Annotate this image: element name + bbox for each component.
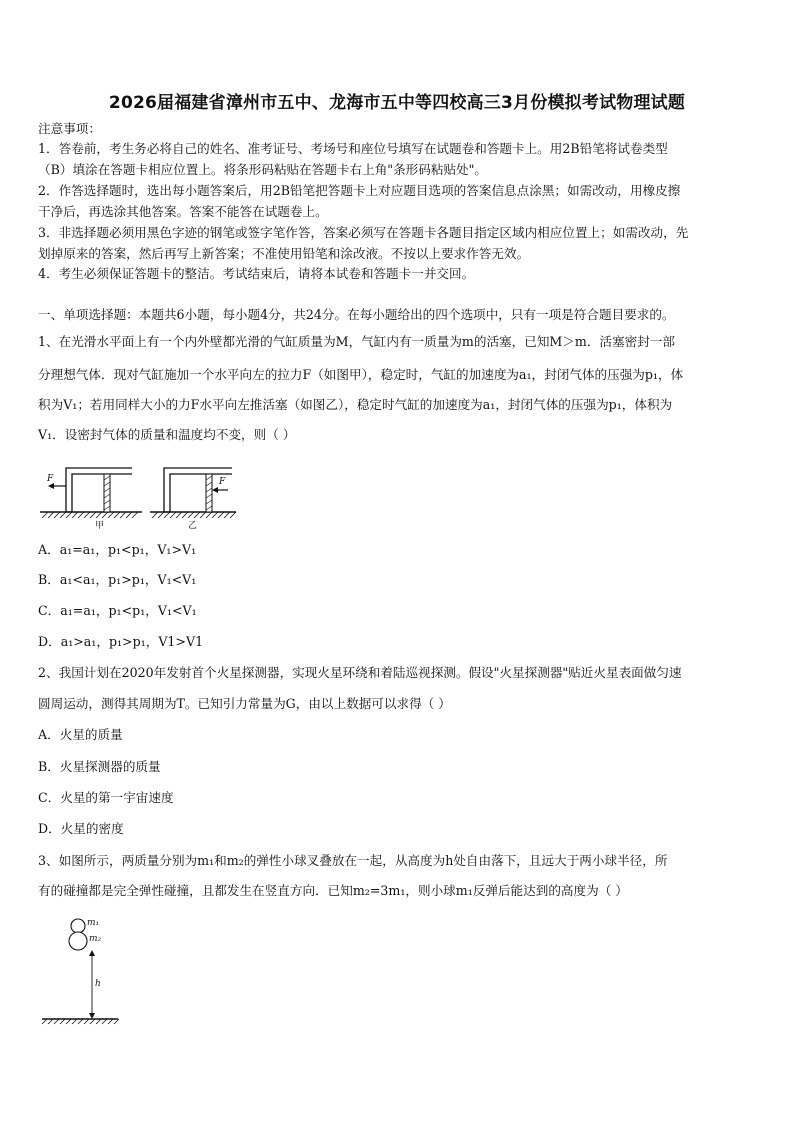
force-label-left: F <box>47 474 54 484</box>
cylinder-piston-figure <box>38 456 238 532</box>
notice-heading: 注意事项： <box>38 121 101 136</box>
question-2-line: 圆周运动，测得其周期为T。已知引力常量为G，由以上数据可以求得（ ） <box>38 696 451 711</box>
question-2-option: C．火星的第一宇宙速度 <box>38 790 174 805</box>
question-3-line: 3、如图所示，两质量分别为m₁和m₂的弹性小球叉叠放在一起，从高度为h处自由落下，且远大于两小球半径，所 <box>38 853 668 868</box>
section-heading: 一、单项选择题：本题共6小题，每小题4分，共24分。在每小题给出的四个选项中，只有一项是符合题目要求的。 <box>38 307 675 322</box>
question-1-line: 积为V₁；若用同样大小的力F水平向左推活塞（如图乙），稳定时气缸的加速度为a₁，封闭气体的压强为p₁，体积为 <box>38 397 673 412</box>
figure-label-jia: 甲 <box>95 521 105 531</box>
question-1-option: C．a₁=a₁，p₁<p₁，V₁<V₁ <box>38 603 197 618</box>
stacked-balls-figure <box>40 914 120 1026</box>
question-1-option: A．a₁=a₁，p₁<p₁，V₁>V₁ <box>38 542 197 557</box>
question-1-line: 1、在光滑水平面上有一个内外壁都光滑的气缸质量为M，气缸内有一质量为m的活塞，已知M＞m．活塞密封一部 <box>38 334 675 349</box>
notice-line: 2．作答选择题时，选出每小题答案后，用2B铅笔把答题卡上对应题目选项的答案信息点涂黑；如需改动，用橡皮擦 <box>38 183 681 198</box>
notice-line: 干净后，再选涂其他答案。答案不能答在试题卷上。 <box>38 204 328 219</box>
m1-label: m₁ <box>87 918 100 928</box>
question-1-line: V₁．设密封气体的质量和温度均不变，则（ ） <box>38 427 296 442</box>
notice-line: 3．非选择题必须用黑色字迹的钢笔或签字笔作答，答案必须写在答题卡各题目指定区域内相应位置上；如需改动，先 <box>38 225 689 240</box>
question-2-option: B．火星探测器的质量 <box>38 759 161 774</box>
notice-line: 4．考生必须保证答题卡的整洁。考试结束后，请将本试卷和答题卡一并交回。 <box>38 266 475 281</box>
question-2-option: A．火星的质量 <box>38 727 123 742</box>
h-label: h <box>95 979 101 989</box>
question-1-option: B．a₁<a₁，p₁>p₁，V₁<V₁ <box>38 572 197 587</box>
m2-label: m₂ <box>89 934 102 944</box>
question-1-line: 分理想气体．现对气缸施加一个水平向左的拉力F（如图甲），稳定时，气缸的加速度为a₁，封闭气体的压强为p₁，体 <box>38 367 684 382</box>
force-label-right: F <box>219 477 226 487</box>
question-1-option: D．a₁>a₁，p₁>p₁，V1>V1 <box>38 634 204 649</box>
question-3-line: 有的碰撞都是完全弹性碰撞，且都发生在竖直方向．已知m₂=3m₁，则小球m₁反弹后能达到的高度为（ ） <box>38 883 628 898</box>
notice-line: 划掉原来的答案，然后再写上新答案；不准使用铅笔和涂改液。不按以上要求作答无效。 <box>38 246 530 261</box>
question-2-option: D．火星的密度 <box>38 821 124 836</box>
notice-line: （B）填涂在答题卡相应位置上。将条形码粘贴在答题卡右上角"条形码粘贴处"。 <box>38 162 488 177</box>
figure-label-yi: 乙 <box>188 521 198 531</box>
page-title: 2026届福建省漳州市五中、龙海市五中等四校高三3月份模拟考试物理试题 <box>108 93 686 113</box>
notice-line: 1．答卷前，考生务必将自己的姓名、准考证号、考场号和座位号填写在试题卷和答题卡上。用2B铅笔将试卷类型 <box>38 141 668 156</box>
question-2-line: 2、我国计划在2020年发射首个火星探测器，实现火星环绕和着陆巡视探测。假设"火星探测器"贴近火星表面做匀速 <box>38 665 682 680</box>
